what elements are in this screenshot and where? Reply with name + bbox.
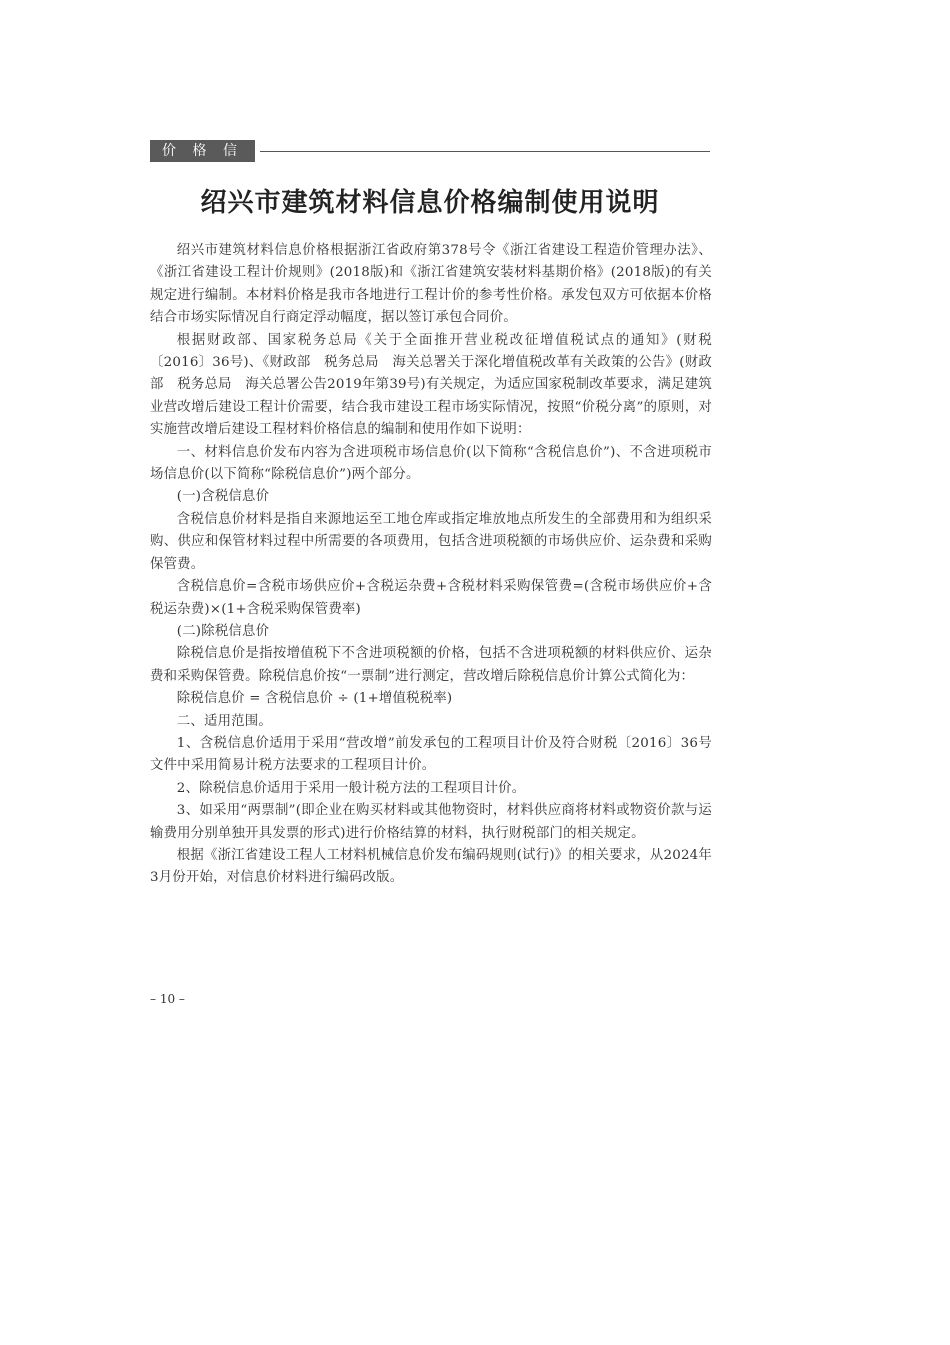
formula: 含税信息价=含税市场供应价+含税运杂费+含税材料采购保管费=(含税市场供应价+含税运杂费)×(1+含税采购保管费率) — [150, 579, 712, 617]
paragraph: 一、材料信息价发布内容为含进项税市场信息价(以下简称“含税信息价”)、不含进项税市场信息价(以下简称“除税信息价”)两个部分。 — [150, 444, 712, 483]
paragraph: 1、含税信息价适用于采用“营改增”前发承包的工程项目计价及符合财税〔2016〕36号文件中采用简易计税方法要求的工程项目计价。 — [150, 735, 712, 774]
subheading: (二)除税信息价 — [176, 623, 270, 639]
page-title: 绍兴市建筑材料信息价格编制使用说明 — [200, 188, 660, 218]
formula: 除税信息价 = 含税信息价 ÷ (1+增值税税率) — [176, 691, 453, 707]
paragraph: 3、如采用“两票制”(即企业在购买材料或其他物资时，材料供应商将材料或物资价款与运输费用分别单独开具发票的形式)进行价格结算的材料，执行财税部门的相关规定。 — [150, 803, 712, 841]
paragraph: 2、除税信息价适用于采用一般计税方法的工程项目计价。 — [176, 780, 526, 796]
subheading: 二、适用范围。 — [176, 713, 272, 729]
subheading: (一)含税信息价 — [176, 489, 270, 505]
header-divider — [260, 151, 710, 152]
body-text — [150, 240, 712, 890]
paragraph: 根据《浙江省建设工程人工材料机械信息价发布编码规则(试行)》的相关要求，从2024年3月份开始，对信息价材料进行编码改版。 — [150, 847, 712, 886]
page-number: – 10 – — [150, 992, 185, 1006]
paragraph: 除税信息价是指按增值税下不含进项税额的价格，包括不含进项税额的材料供应价、运杂费和采购保管费。除税信息价按“一票制”进行测定，营改增后除税信息价计算公式简化为： — [150, 646, 712, 684]
section-tag: 价 格 信 息 — [150, 140, 255, 162]
paragraph: 绍兴市建筑材料信息价格根据浙江省政府第378号令《浙江省建设工程造价管理办法》、《浙江省建设工程计价规则》(2018版)和《浙江省建筑安装材料基期价格》(2018版)的有关规定进行编制。本材料价格是我市各地进行工程计价的参考性价格。承发包双方可依据本价格结合市场实际情况自行商定浮动幅度，据以签订承包合同价。 — [150, 243, 712, 326]
paragraph: 含税信息价材料是指自来源地运至工地仓库或指定堆放地点所发生的全部费用和为组织采购、供应和保管材料过程中所需要的各项费用，包括含进项税额的市场供应价、运杂费和采购保管费。 — [150, 511, 712, 572]
section-header — [150, 140, 710, 181]
paragraph: 根据财政部、国家税务总局《关于全面推开营业税改征增值税试点的通知》(财税〔2016〕36号)、《财政部 税务总局 海关总署关于深化增值税改革有关政策的公告》(财政部 税务总局 海关总署公告2019年第39号)有关规定，为适应国家税制改革要求，满足建筑业营改增后建设工程计价需要，结合我市建设工程市场实际情况，按照“价税分离”的原则，对实施营改增后建设工程材料价格信息的编制和使用作如下说明： — [150, 332, 712, 438]
